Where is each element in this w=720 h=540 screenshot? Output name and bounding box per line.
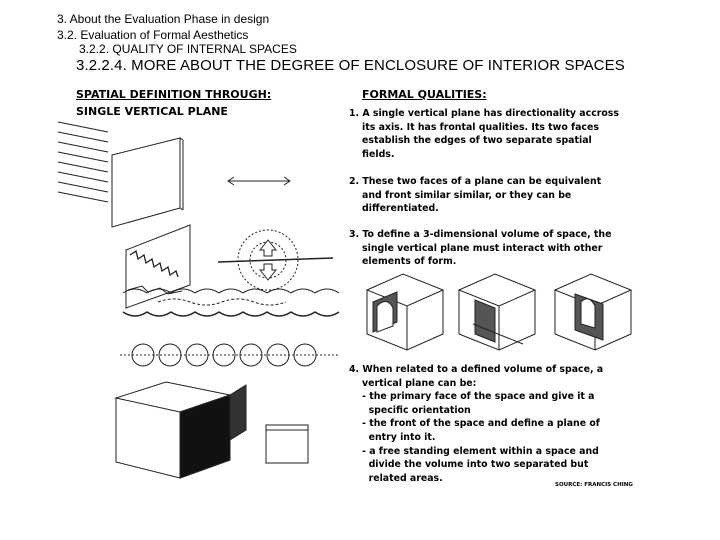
quality-4-line-6: entry into it. xyxy=(349,431,436,443)
source-credit: SOURCE: FRANCIS CHING xyxy=(555,482,633,488)
quality-4-line-9: related areas. xyxy=(349,472,443,484)
quality-4-line-8: divide the volume into two separated but xyxy=(349,459,589,471)
quality-4-line-1: 4. When related to a defined volume of space, a xyxy=(349,364,604,375)
quality-1-line-2: its axis. It has frontal qualities. Its two faces xyxy=(349,121,599,133)
quality-2-line-1: 2. These two faces of a plane can be equivalent xyxy=(349,176,602,187)
quality-2-line-2: and front similar similar, or they can be xyxy=(349,189,572,201)
quality-3-line-2: single vertical plane must interact with other xyxy=(349,242,603,254)
page-title: 3.2.2.4. MORE ABOUT THE DEGREE OF ENCLOSURE OF INTERIOR SPACES xyxy=(76,57,625,74)
enclosure-cubes-illustration xyxy=(363,268,643,358)
quality-4-line-2: vertical plane can be: xyxy=(349,377,477,389)
breadcrumb-level-2: 3.2. Evaluation of Formal Aesthetics xyxy=(57,28,249,42)
left-heading-single-plane: SINGLE VERTICAL PLANE xyxy=(76,105,228,118)
quality-1-line-1: 1. A single vertical plane has directionality accross xyxy=(349,108,619,119)
quality-4-line-4: specific orientation xyxy=(349,404,471,416)
scanned-figure xyxy=(68,80,658,500)
quality-2-line-3: differentiated. xyxy=(349,203,439,215)
plane-sketches-illustration xyxy=(68,80,348,500)
quality-item-3 xyxy=(349,228,611,269)
quality-3-line-3: elements of form. xyxy=(349,256,457,268)
quality-1-line-3: establish the edges of two separate spatial xyxy=(349,135,592,147)
breadcrumb-level-1: 3. About the Evaluation Phase in design xyxy=(57,12,270,26)
breadcrumb-level-3: 3.2.2. QUALITY OF INTERNAL SPACES xyxy=(79,42,297,56)
quality-4-line-5: - the front of the space and define a plane of xyxy=(349,418,600,430)
quality-4-line-3: - the primary face of the space and give it a xyxy=(349,391,595,403)
right-heading-formal-qualities: FORMAL QUALITIES: xyxy=(362,88,487,101)
quality-3-line-1: 3. To define a 3-dimensional volume of space, the xyxy=(349,229,612,240)
quality-4-line-7: - a free standing element within a space and xyxy=(349,445,599,457)
left-heading-spatial-definition: SPATIAL DEFINITION THROUGH: xyxy=(76,88,272,101)
quality-item-2 xyxy=(349,175,601,216)
quality-item-4 xyxy=(349,363,603,485)
quality-1-line-4: fields. xyxy=(349,148,395,160)
quality-item-1 xyxy=(349,107,619,161)
